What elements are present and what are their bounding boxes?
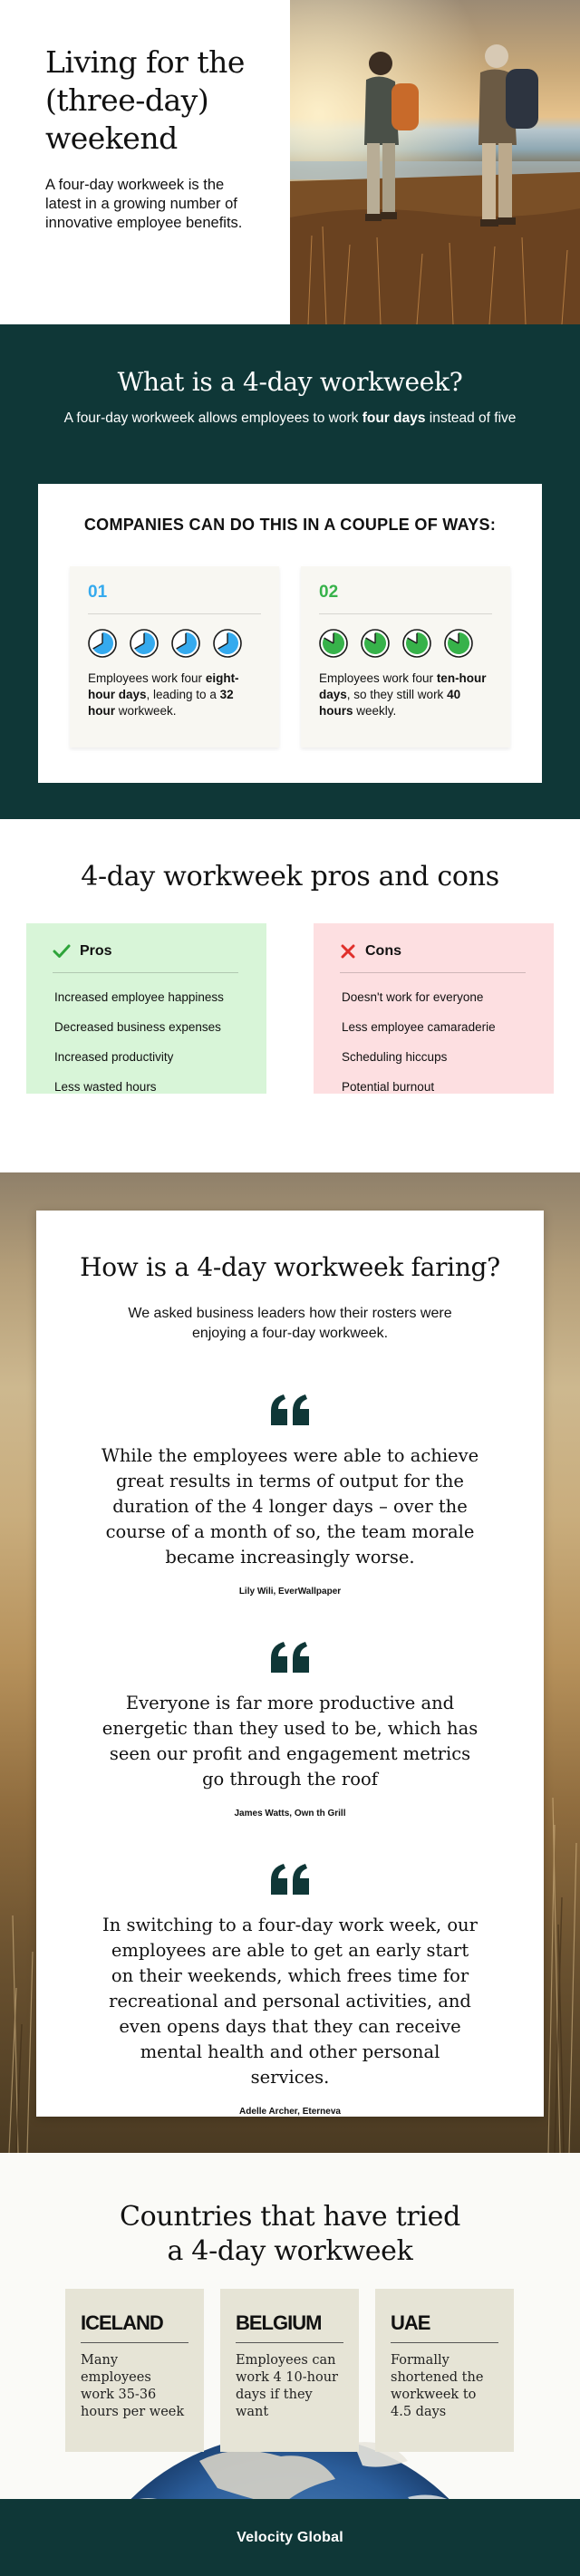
way-number: 01 — [88, 583, 261, 614]
cons-item: Doesn't work for everyone — [342, 990, 484, 1004]
cons-item: Less employee camaraderie — [342, 1020, 496, 1034]
clock-icon — [361, 629, 390, 658]
faring-subtitle: We asked business leaders how their rosters were enjoying a four-day workweek. — [128, 1306, 452, 1341]
way-text — [319, 671, 492, 719]
pros-cons-title: 4-day workweek pros and cons — [81, 861, 499, 892]
countries-title-line1: Countries that have tried — [119, 2201, 461, 2233]
quote-text: Everyone is far more productive and energetic than they used to be, which has seen our profit and engagement metrics go through the roof — [102, 1693, 478, 1790]
pros-cons-section — [0, 819, 580, 1172]
ways-list — [38, 566, 542, 748]
pros-item: Increased productivity — [54, 1050, 174, 1064]
way-card — [70, 566, 279, 748]
pros-heading — [53, 941, 238, 973]
way-card — [301, 566, 510, 748]
quote-mark-icon — [269, 1642, 311, 1673]
country-name: UAE — [391, 2311, 498, 2343]
clock-icon — [213, 629, 242, 658]
clock-icons — [319, 629, 492, 658]
quote-block — [36, 1394, 544, 1597]
clock-icon — [130, 629, 159, 658]
footer — [0, 2499, 580, 2576]
country-text: Many employees work 35-36 hours per week — [81, 2353, 185, 2419]
what-subtitle — [0, 408, 580, 429]
cons-label: Cons — [365, 943, 401, 959]
way-text-post: weekly. — [353, 704, 397, 718]
hero-text-block — [0, 0, 290, 324]
quote-author: James Watts, Own th Grill — [234, 1809, 346, 1819]
clock-icon — [88, 629, 117, 658]
way-text-post: workweek. — [115, 704, 177, 718]
cons-list — [342, 989, 526, 1095]
way-text-bold: ten-hour days — [319, 671, 487, 701]
quote-mark-icon — [269, 1394, 311, 1425]
pros-list — [54, 989, 238, 1095]
pros-label: Pros — [80, 943, 112, 959]
quote-block — [36, 1642, 544, 1819]
hero-subtitle: A four-day workweek is the latest in a growing number of innovative employee benefits. — [45, 177, 243, 231]
country-name: BELGIUM — [236, 2311, 343, 2343]
what-subtitle-post: instead of five — [425, 410, 517, 426]
hero-title: Living for the (three-day) weekend — [45, 44, 245, 156]
way-text-pre: Employees work four — [88, 671, 206, 685]
quote-author: Lily Wili, EverWallpaper — [238, 1587, 342, 1597]
clock-icon — [171, 629, 200, 658]
what-subtitle-pre: A four-day workweek allows employees to work — [63, 410, 362, 426]
what-is-section — [0, 324, 580, 819]
footer-brand-logo: Velocity Global — [237, 2529, 343, 2545]
way-text-mid: , so they still work — [346, 688, 448, 701]
faring-title: How is a 4-day workweek faring? — [80, 1252, 500, 1282]
what-title: What is a 4-day workweek? — [117, 367, 463, 397]
way-number: 02 — [319, 583, 492, 614]
pros-item: Increased employee happiness — [54, 990, 224, 1004]
countries-title — [0, 2200, 580, 2269]
country-cards — [65, 2289, 514, 2452]
way-text-bold: 40 hours — [319, 688, 461, 718]
quote-text: In switching to a four-day work week, our employees are able to get an early start on their weekends, which frees time for recreational and personal activities, and even opens days that they can receive mental health and other personal services. — [102, 1915, 478, 2088]
cons-item: Potential burnout — [342, 1080, 435, 1094]
countries-title-line2: a 4-day workweek — [167, 2235, 413, 2267]
pros-card — [26, 923, 266, 1094]
quote-mark-icon — [269, 1864, 311, 1895]
way-text-bold: 32 hour — [88, 688, 234, 718]
x-icon — [340, 943, 356, 960]
country-card-uae — [375, 2289, 514, 2452]
hero-section — [0, 0, 580, 324]
clock-icon — [319, 629, 348, 658]
faring-section — [0, 1172, 580, 2153]
way-text-mid: , leading to a — [146, 688, 220, 701]
pros-item: Less wasted hours — [54, 1080, 157, 1094]
faring-card — [36, 1211, 544, 2117]
hero-photo-hikers — [290, 0, 580, 324]
quote-block — [36, 1864, 544, 2117]
hikers-illustration — [290, 0, 580, 324]
cons-item: Scheduling hiccups — [342, 1050, 448, 1064]
clock-icon — [444, 629, 473, 658]
cons-heading — [340, 941, 526, 973]
country-card-iceland — [65, 2289, 204, 2452]
country-card-belgium — [220, 2289, 359, 2452]
way-text — [88, 671, 261, 719]
country-text: Formally shortened the workweek to 4.5 days — [391, 2353, 484, 2419]
way-text-pre: Employees work four — [319, 671, 437, 685]
pros-cons-cards — [0, 923, 580, 1094]
quote-text: While the employees were able to achieve great results in terms of output for the duration of the 4 longer days – over the course of a month of so, the team morale became increasingly worse. — [101, 1445, 479, 1568]
cons-card — [314, 923, 554, 1094]
what-subtitle-bold: four days — [362, 410, 426, 426]
quote-author: Adelle Archer, Eterneva — [239, 2107, 341, 2117]
countries-section — [0, 2153, 580, 2499]
ways-card-heading: COMPANIES CAN DO THIS IN A COUPLE OF WAYS: — [83, 516, 497, 534]
check-icon — [53, 943, 71, 960]
country-text: Employees can work 4 10-hour days if they want — [236, 2353, 338, 2419]
pros-item: Decreased business expenses — [54, 1020, 221, 1034]
clock-icons — [88, 629, 261, 658]
clock-icon — [402, 629, 431, 658]
way-text-bold: eight-hour days — [88, 671, 239, 701]
country-name: ICELAND — [81, 2311, 188, 2343]
ways-card — [38, 484, 542, 783]
